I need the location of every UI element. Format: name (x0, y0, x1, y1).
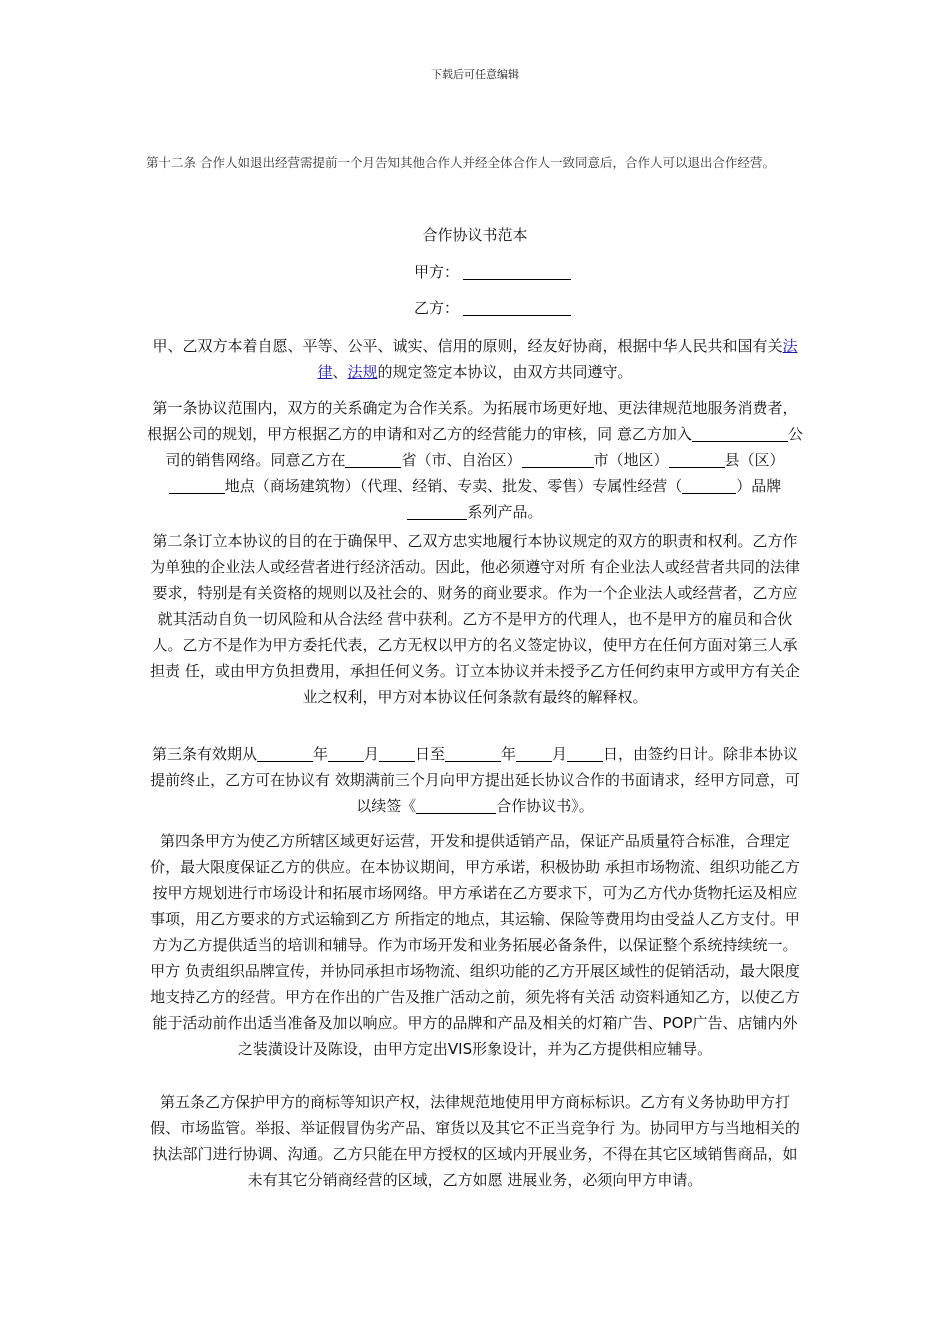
party-b-label: 乙方： (414, 299, 460, 317)
article-5-paragraph: 第五条乙方保护甲方的商标等知识产权，法律规范地使用甲方商标标识。乙方有义务协助甲方打假、市场监管。举报、举证假冒伪劣产品、窜货以及其它不正当竞争行 为。协同甲方与当地相关的执法部门进行协调、沟通。乙方只能在甲方授权的区域内开展业务，不得在其它区域销售商品，如未有其它分销商经营的区域，乙方如愿 进展业务，必须向甲方申请。 (150, 1093, 800, 1189)
party-a-label: 甲方： (414, 263, 460, 281)
intro-paragraph: 甲、乙双方本着自愿、平等、公平、诚实、信用的原则，经友好协商，根据中华人民共和国有关法律、法规的规定签定本协议，由双方共同遵守。 (152, 337, 798, 381)
location-blank (169, 477, 225, 494)
party-b-blank (463, 299, 571, 316)
document-title: 合作协议书范本 (422, 226, 528, 244)
province-blank (345, 451, 401, 468)
law-link[interactable]: 法律 (317, 337, 798, 381)
business-type-blank (682, 477, 736, 494)
article-1-paragraph: 第一条协议范围内，双方的关系确定为合作关系。为拓展市场更好地、更法律规范地服务消费者，根据公司的规划，甲方根据乙方的申请和对乙方的经营能力的审核，同 意乙方加入 公司的销售网络。同意乙方在 省（市、自治区） 市（地区） 县（区）地点（商场建筑物）（代理、经销、专卖、批发、零售）专属性经营（ ）品牌系列产品。 (147, 399, 803, 521)
start-year-blank (257, 745, 313, 762)
article-12-note: 第十二条 合作人如退出经营需提前一个月告知其他合作人并经全体合作人一致同意后，合作人可以退出合作经营。 (146, 155, 775, 170)
page-header-caption: 下载后可任意编辑 (431, 68, 519, 81)
article-2-paragraph: 第二条订立本协议的目的在于确保甲、乙双方忠实地履行本协议规定的双方的职责和权利。乙方作为单独的企业法人或经营者进行经济活动。因此，他必须遵守对所 有企业法人或经营者共同的法律要求，特别是有关资格的规则以及社会的、财务的商业要求。作为一个企业法人或经营者，乙方应就其活动自负一切风险和从合法经 营中获利。乙方不是甲方的代理人，也不是甲方的雇员和合伙人。乙方不是作为甲方委托代表，乙方无权以甲方的名义签定协议，使甲方在任何方面对第三人承担责 任，或由甲方负担费用，承担任何义务。订立本协议并未授予乙方任何约束甲方或甲方有关企业之权利，甲方对本协议任何条款有最终的解释权。 (150, 532, 800, 706)
party-a-blank (463, 263, 571, 280)
end-year-blank (445, 745, 501, 762)
county-blank (669, 451, 725, 468)
end-month-blank (516, 745, 552, 762)
article-3-paragraph: 第三条有效期从 年 月 日至 年 月 日，由签约日计。除非本协议提前终止，乙方可在协议有 效期满前三个月向甲方提出延长协议合作的书面请求，经甲方同意，可以续签《 合作协议书》。 (150, 745, 800, 815)
brand-blank (407, 503, 467, 520)
article-4-paragraph: 第四条甲方为使乙方所辖区域更好运营，开发和提供适销产品，保证产品质量符合标准，合理定价，最大限度保证乙方的供应。在本协议期间，甲方承诺，积极协助 承担市场物流、组织功能乙方按甲方规划进行市场设计和拓展市场网络。甲方承诺在乙方要求下，可为乙方代办货物托运及相应事项，用乙方要求的方式运输到乙方 所指定的地点，其运输、保险等费用均由受益人乙方支付。甲方为乙方提供适当的培训和辅导。作为市场开发和业务拓展必备条件，以保证整个系统持续统一。甲方 负责组织品牌宣传，并协同承担市场物流、组织功能的乙方开展区域性的促销活动，最大限度地支持乙方的经营。甲方在作出的广告及推广活动之前，须先将有关活 动资料通知乙方，以使乙方能于活动前作出适当准备及加以响应。甲方的品牌和产品及相关的灯箱广告、POP广告、店铺内外之装潢设计及陈设，由甲方定出VIS形象设计，并为乙方提供相应辅导。 (150, 832, 800, 1058)
party-b-line (414, 297, 571, 318)
company-blank (692, 425, 788, 442)
party-a-line (414, 261, 571, 282)
start-day-blank (379, 745, 415, 762)
end-day-blank (567, 745, 603, 762)
start-month-blank (328, 745, 364, 762)
regulation-link[interactable]: 法规 (347, 363, 378, 381)
city-blank (522, 451, 594, 468)
renewal-agreement-blank (416, 797, 496, 814)
